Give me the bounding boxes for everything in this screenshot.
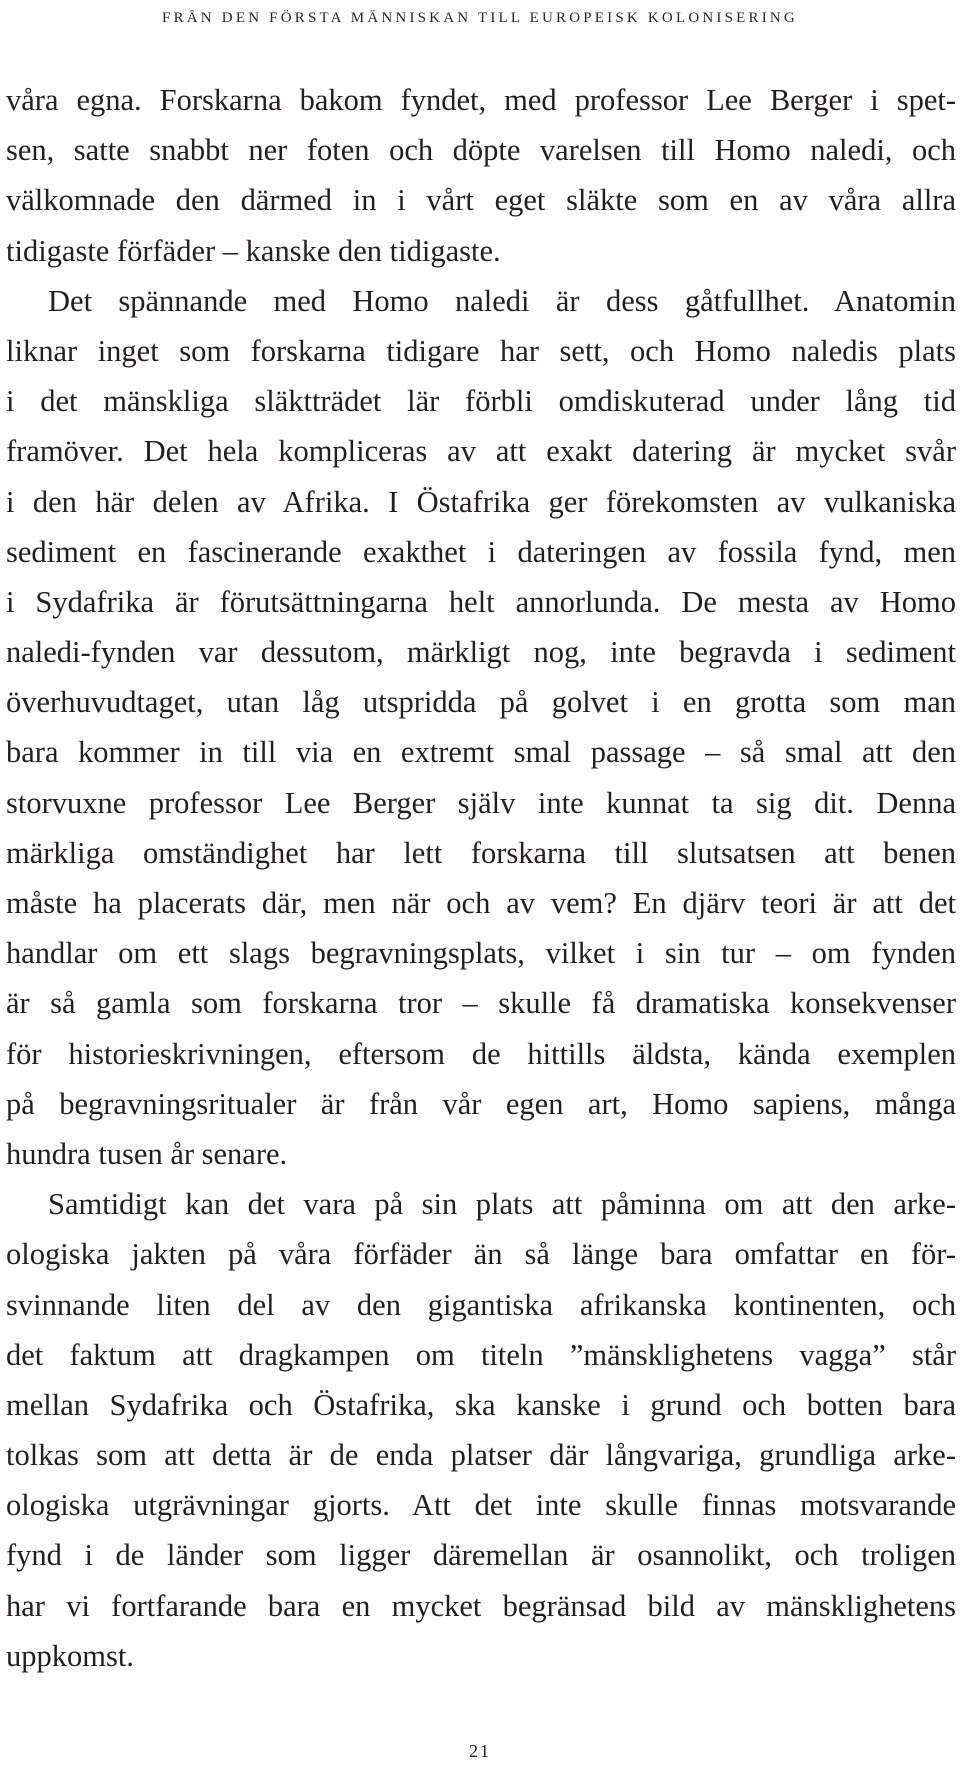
text-line: framöver. Det hela kompliceras av att exakt datering är mycket svår [6,434,956,469]
text-line: liknar inget som forskarna tidigare har sett, och Homo naledis plats [6,333,956,368]
text-line: fynd i de länder som ligger däremellan är osannolikt, och troligen [6,1538,956,1573]
text-line: i den här delen av Afrika. I Östafrika ger förekomsten av vulkaniska [6,484,956,519]
text-line: för historieskrivningen, eftersom de hittills äldsta, kända exemplen [6,1036,956,1071]
paragraph [6,75,956,276]
text-line: på begravningsritualer är från vår egen art, Homo sapiens, många [6,1086,956,1121]
text-line: i Sydafrika är förutsättningarna helt annorlunda. De mesta av Homo [6,584,956,619]
text-line: bara kommer in till via en extremt smal passage – så smal att den [6,735,956,770]
text-line: storvuxne professor Lee Berger själv inte kunnat ta sig dit. Denna [6,785,956,820]
text-line: måste ha placerats där, men när och av vem? En djärv teori är att det [6,886,956,920]
text-line: Det spännande med Homo naledi är dess gåtfullhet. Anatomin [48,283,956,318]
text-line: sediment en fascinerande exakthet i dateringen av fossila fynd, men [6,534,956,569]
paragraph [6,276,956,1179]
text-line: ologiska jakten på våra förfäder än så länge bara omfattar en för- [6,1237,956,1272]
text-line: uppkomst. [6,1638,134,1673]
text-line: svinnande liten del av den gigantiska afrikanska kontinenten, och [6,1287,956,1322]
text-line: Samtidigt kan det vara på sin plats att påminna om att den arke- [48,1187,956,1222]
text-line: tidigaste förfäder – kanske den tidigaste. [6,233,501,268]
text-line: i det mänskliga släktträdet lär förbli omdiskuterad under lång tid [6,384,956,419]
text-line: har vi fortfarande bara en mycket begränsad bild av mänsklighetens [6,1588,956,1623]
text-line: märkliga omständighet har lett forskarna till slutsatsen att benen [6,835,956,870]
text-line: det faktum att dragkampen om titeln ”mänsklighetens vagga” står [6,1337,956,1372]
body-text [6,75,956,1681]
page-number: 21 [469,1741,491,1761]
text-line: tolkas som att detta är de enda platser där långvariga, grundliga arke- [6,1438,956,1473]
text-line: sen, satte snabbt ner foten och döpte varelsen till Homo naledi, och [6,133,956,168]
running-head: FRÅN DEN FÖRSTA MÄNNISKAN TILL EUROPEISK KOLONISERING [162,10,798,26]
text-line: mellan Sydafrika och Östafrika, ska kanske i grund och botten bara [6,1387,956,1422]
text-line: ologiska utgrävningar gjorts. Att det inte skulle finnas motsvarande [6,1488,956,1523]
text-line: välkomnade den därmed in i vårt eget släkte som en av våra allra [6,183,956,218]
text-line: hundra tusen år senare. [6,1136,288,1171]
text-line: överhuvudtaget, utan låg utspridda på golvet i en grotta som man [6,685,956,720]
text-line: är så gamla som forskarna tror – skulle få dramatiska konsekvenser [6,986,956,1021]
text-line: handlar om ett slags begravningsplats, vilket i sin tur – om fynden [6,936,956,971]
text-line: våra egna. Forskarna bakom fyndet, med professor Lee Berger i spet- [6,83,956,117]
text-line: naledi-fynden var dessutom, märkligt nog, inte begravda i sediment [6,635,956,670]
paragraph [6,1179,956,1681]
